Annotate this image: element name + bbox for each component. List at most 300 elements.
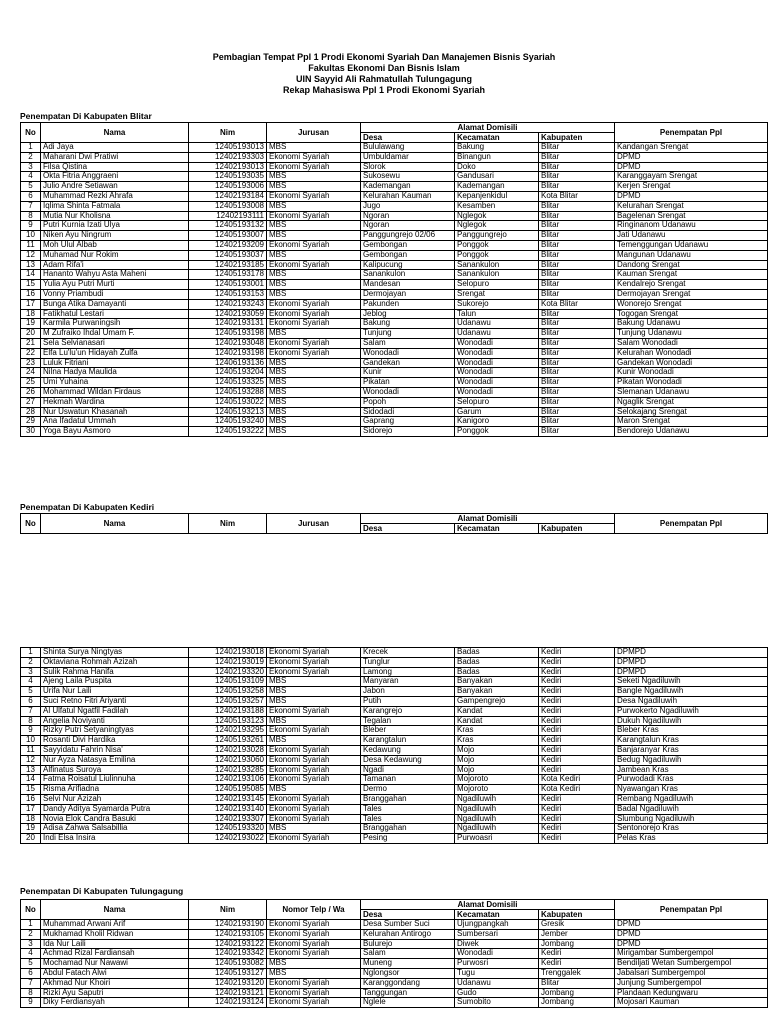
cell-no: 2	[21, 929, 41, 939]
cell-no: 22	[21, 348, 41, 358]
col-header-jurusan: Jurusan	[267, 123, 361, 143]
cell-penempatan: DPMD	[615, 162, 768, 172]
table-row	[21, 804, 768, 814]
cell-desa: Gaprang	[361, 417, 455, 427]
cell-no: 1	[21, 143, 41, 153]
cell-jurusan: Ekonomi Syariah	[267, 240, 361, 250]
cell-penempatan: Dandong Srengat	[615, 260, 768, 270]
cell-nim: 12402193140	[189, 804, 267, 814]
cell-no: 19	[21, 824, 41, 834]
cell-penempatan: DPMD	[615, 152, 768, 162]
cell-nama: Putri Kurnia Izati Ulya	[41, 221, 189, 231]
cell-kabupaten: Kediri	[539, 959, 615, 969]
cell-jurusan: Ekonomi Syariah	[267, 657, 361, 667]
table-row	[21, 794, 768, 804]
cell-kabupaten: Jombang	[539, 939, 615, 949]
cell-nim: 12405193258	[189, 687, 267, 697]
cell-kecamatan: Badas	[455, 667, 539, 677]
cell-no: 3	[21, 939, 41, 949]
cell-nama: Sulik Rahma Hanifa	[41, 667, 189, 677]
cell-kecamatan: Ngadiluwih	[455, 824, 539, 834]
cell-nama: Mukhamad Kholil Ridwan	[41, 929, 189, 939]
cell-jurusan: MBS	[267, 270, 361, 280]
table-row	[21, 397, 768, 407]
cell-penempatan: Slumbung Ngadiluwih	[615, 814, 768, 824]
table-row	[21, 162, 768, 172]
cell-penempatan: Slemanan Udanawu	[615, 387, 768, 397]
table-kediri-body	[20, 647, 768, 844]
cell-jurusan: MBS	[267, 397, 361, 407]
cell-penempatan: Kelurahan Wonodadi	[615, 348, 768, 358]
cell-kecamatan: Ngadiluwih	[455, 804, 539, 814]
cell-penempatan: Pelas Kras	[615, 834, 768, 844]
cell-no: 2	[21, 657, 41, 667]
cell-nama: Mohammad Wildan Firdaus	[41, 387, 189, 397]
cell-nama: Vonny Priambudi	[41, 289, 189, 299]
cell-desa: Bleber	[361, 726, 455, 736]
cell-no: 3	[21, 162, 41, 172]
cell-kabupaten: Blitar	[539, 201, 615, 211]
cell-nim: 12402193320	[189, 667, 267, 677]
cell-no: 4	[21, 172, 41, 182]
cell-no: 6	[21, 968, 41, 978]
cell-desa: Bulurejo	[361, 939, 455, 949]
table-row	[21, 427, 768, 437]
cell-nama: Muhamad Nur Rokim	[41, 250, 189, 260]
col-header-no: No	[21, 123, 41, 143]
cell-penempatan: Selokajang Srengat	[615, 407, 768, 417]
cell-nim: 12405193007	[189, 231, 267, 241]
doc-faculty: Fakultas Ekonomi Dan Bisnis Islam	[308, 63, 460, 73]
cell-kabupaten: Blitar	[539, 378, 615, 388]
col-header-ppl: Penempatan Ppl	[615, 900, 768, 920]
cell-penempatan: Bangle Ngadiluwih	[615, 687, 768, 697]
cell-kecamatan: Sukorejo	[455, 299, 539, 309]
cell-kecamatan: Kandat	[455, 706, 539, 716]
table-row	[21, 240, 768, 250]
cell-no: 7	[21, 706, 41, 716]
cell-nim: 12402193106	[189, 775, 267, 785]
cell-no: 5	[21, 959, 41, 969]
cell-kabupaten: Blitar	[539, 211, 615, 221]
cell-penempatan: Jabalsari Sumbergempol	[615, 968, 768, 978]
cell-jurusan: Ekonomi Syariah	[267, 667, 361, 677]
cell-nim: 12405193288	[189, 387, 267, 397]
cell-no: 19	[21, 319, 41, 329]
cell-jurusan: Ekonomi Syariah	[267, 834, 361, 844]
cell-jurusan: Ekonomi Syariah	[267, 745, 361, 755]
cell-desa: Manyaran	[361, 677, 455, 687]
cell-kecamatan: Panggungrejo	[455, 231, 539, 241]
cell-nama: Yulia Ayu Putri Murti	[41, 280, 189, 290]
cell-nim: 12402193028	[189, 745, 267, 755]
cell-desa: Dermojayan	[361, 289, 455, 299]
cell-kecamatan: Selopuro	[455, 280, 539, 290]
cell-nama: Dandy Aditya Syamarda Putra	[41, 804, 189, 814]
cell-penempatan: Kauman Srengat	[615, 270, 768, 280]
cell-desa: Jabon	[361, 687, 455, 697]
cell-no: 4	[21, 677, 41, 687]
cell-desa: Kademangan	[361, 182, 455, 192]
cell-penempatan: Mirigambar Sumbergempol	[615, 949, 768, 959]
cell-kabupaten: Kediri	[539, 949, 615, 959]
cell-kabupaten: Blitar	[539, 407, 615, 417]
cell-jurusan: MBS	[267, 358, 361, 368]
cell-desa: Kunir	[361, 368, 455, 378]
table-row	[21, 338, 768, 348]
cell-penempatan: Mangunan Udanawu	[615, 250, 768, 260]
cell-kecamatan: Nglegok	[455, 221, 539, 231]
cell-kecamatan: Ujungpangkah	[455, 920, 539, 930]
cell-penempatan: Karanggayam Srengat	[615, 172, 768, 182]
cell-jurusan: Ekonomi Syariah	[267, 319, 361, 329]
table-row	[21, 765, 768, 775]
cell-penempatan: Kerjen Srengat	[615, 182, 768, 192]
cell-penempatan: Bendiljati Wetan Sumbergempol	[615, 959, 768, 969]
cell-no: 1	[21, 920, 41, 930]
table-row	[21, 231, 768, 241]
cell-desa: Umbuldamar	[361, 152, 455, 162]
cell-penempatan: Purwodadi Kras	[615, 775, 768, 785]
cell-no: 11	[21, 240, 41, 250]
cell-nim: 12405193261	[189, 736, 267, 746]
cell-nama: Bunga Atika Damayanti	[41, 299, 189, 309]
cell-kecamatan: Wonodadi	[455, 378, 539, 388]
table-row	[21, 378, 768, 388]
cell-no: 20	[21, 329, 41, 339]
cell-kecamatan: Sanankulon	[455, 270, 539, 280]
cell-penempatan: DPMD	[615, 929, 768, 939]
section-title-kediri: Penempatan Di Kabupaten Kediri	[20, 502, 155, 512]
table-row	[21, 736, 768, 746]
cell-jurusan: Ekonomi Syariah	[267, 814, 361, 824]
cell-jurusan: Ekonomi Syariah	[267, 260, 361, 270]
table-row	[21, 834, 768, 844]
cell-jurusan: MBS	[267, 785, 361, 795]
cell-kabupaten: Kediri	[539, 667, 615, 677]
cell-jurusan: Ekonomi Syariah	[267, 338, 361, 348]
cell-kecamatan: Udanawu	[455, 319, 539, 329]
col-header-ppl: Penempatan Ppl	[615, 123, 768, 143]
cell-kecamatan: Banyakan	[455, 677, 539, 687]
cell-desa: Tunglur	[361, 657, 455, 667]
cell-jurusan: Ekonomi Syariah	[267, 648, 361, 658]
cell-nama: Sela Selvianasari	[41, 338, 189, 348]
cell-jurusan: MBS	[267, 968, 361, 978]
cell-no: 16	[21, 794, 41, 804]
cell-no: 18	[21, 814, 41, 824]
cell-kabupaten: Kediri	[539, 755, 615, 765]
cell-nama: Ajeng Laila Puspita	[41, 677, 189, 687]
cell-nama: Muhammad Rezki Ahrafa	[41, 191, 189, 201]
cell-jurusan: MBS	[267, 687, 361, 697]
cell-no: 29	[21, 417, 41, 427]
cell-jurusan: MBS	[267, 280, 361, 290]
cell-jurusan: MBS	[267, 231, 361, 241]
cell-penempatan: Dukuh Ngadiluwih	[615, 716, 768, 726]
cell-kabupaten: Kediri	[539, 814, 615, 824]
cell-nim: 12405193109	[189, 677, 267, 687]
cell-penempatan: Mojosari Kauman	[615, 998, 768, 1008]
cell-nama: Okta Fitria Anggraeni	[41, 172, 189, 182]
col-header-desa: Desa	[361, 133, 455, 143]
cell-desa: Karanggondang	[361, 978, 455, 988]
col-header-nama: Nama	[41, 514, 189, 534]
cell-nim: 12402193198	[189, 348, 267, 358]
table-row	[21, 358, 768, 368]
cell-penempatan: Wonorejo Srengat	[615, 299, 768, 309]
cell-kabupaten: Kota Blitar	[539, 191, 615, 201]
col-header-nim: Nim	[189, 900, 267, 920]
table-row	[21, 182, 768, 192]
cell-kabupaten: Kediri	[539, 745, 615, 755]
cell-nim: 12402193190	[189, 920, 267, 930]
cell-kecamatan: Badas	[455, 657, 539, 667]
cell-jurusan: Ekonomi Syariah	[267, 726, 361, 736]
cell-desa: Gembongan	[361, 250, 455, 260]
cell-penempatan: Ringinanom Udanawu	[615, 221, 768, 231]
col-header-kabupaten: Kabupaten	[539, 133, 615, 143]
cell-no: 10	[21, 231, 41, 241]
cell-jurusan: MBS	[267, 387, 361, 397]
cell-nim: 12402193342	[189, 949, 267, 959]
cell-nim: 12405193082	[189, 959, 267, 969]
cell-kecamatan: Tugu	[455, 968, 539, 978]
cell-nama: Karmila Purwaningsih	[41, 319, 189, 329]
cell-desa: Pesing	[361, 834, 455, 844]
table-row	[21, 920, 768, 930]
cell-penempatan: DPMD	[615, 191, 768, 201]
cell-penempatan: Sentonorejo Kras	[615, 824, 768, 834]
cell-desa: Tunjung	[361, 329, 455, 339]
cell-desa: Desa Kedawung	[361, 755, 455, 765]
cell-kecamatan: Garum	[455, 407, 539, 417]
cell-desa: Pikatan	[361, 378, 455, 388]
cell-no: 8	[21, 716, 41, 726]
cell-jurusan: MBS	[267, 172, 361, 182]
table-blitar	[20, 122, 768, 437]
table-row	[21, 814, 768, 824]
cell-jurusan: Ekonomi Syariah	[267, 978, 361, 988]
cell-jurusan: Ekonomi Syariah	[267, 309, 361, 319]
cell-nama: Adisa Zahwa Salsabillia	[41, 824, 189, 834]
cell-kabupaten: Trenggalek	[539, 968, 615, 978]
cell-penempatan: Ngaglik Srengat	[615, 397, 768, 407]
cell-no: 24	[21, 368, 41, 378]
cell-nim: 12402193131	[189, 319, 267, 329]
cell-kabupaten: Blitar	[539, 260, 615, 270]
table-row	[21, 978, 768, 988]
col-header-no: No	[21, 900, 41, 920]
col-header-jurusan: Jurusan	[267, 514, 361, 534]
cell-nim: 12405193222	[189, 427, 267, 437]
cell-kabupaten: Kota Blitar	[539, 299, 615, 309]
cell-penempatan: Plandaan Kedungwaru	[615, 988, 768, 998]
cell-nama: Umi Yuhaina	[41, 378, 189, 388]
cell-nama: Rizki Ayu Saputri	[41, 988, 189, 998]
cell-penempatan: Nyawangan Kras	[615, 785, 768, 795]
doc-title: Pembagian Tempat Ppl 1 Prodi Ekonomi Syariah Dan Manajemen Bisnis Syariah	[212, 52, 556, 62]
cell-penempatan: Rembang Ngadiluwih	[615, 794, 768, 804]
cell-nama: Hekmah Wardina	[41, 397, 189, 407]
cell-kabupaten: Blitar	[539, 270, 615, 280]
cell-desa: Jugo	[361, 201, 455, 211]
cell-desa: Sidorejo	[361, 427, 455, 437]
cell-nim: 12405193153	[189, 289, 267, 299]
cell-no: 12	[21, 250, 41, 260]
cell-no: 6	[21, 191, 41, 201]
cell-kabupaten: Kediri	[539, 657, 615, 667]
cell-penempatan: Salam Wonodadi	[615, 338, 768, 348]
cell-nim: 12402193019	[189, 657, 267, 667]
cell-penempatan: Bedug Ngadiluwih	[615, 755, 768, 765]
cell-nama: Luluk Fitriani	[41, 358, 189, 368]
table-row	[21, 968, 768, 978]
cell-desa: Tales	[361, 804, 455, 814]
cell-nama: Al Ulfatul Ngatfil Fadilah	[41, 706, 189, 716]
cell-penempatan: Pikatan Wonodadi	[615, 378, 768, 388]
cell-kecamatan: Gudo	[455, 988, 539, 998]
cell-no: 8	[21, 988, 41, 998]
cell-desa: Kalipucung	[361, 260, 455, 270]
cell-nama: Mutia Nur Kholisna	[41, 211, 189, 221]
cell-jurusan: MBS	[267, 716, 361, 726]
table-row	[21, 368, 768, 378]
cell-kabupaten: Kediri	[539, 794, 615, 804]
cell-desa: Nglele	[361, 998, 455, 1008]
cell-kabupaten: Blitar	[539, 358, 615, 368]
cell-kecamatan: Sumobito	[455, 998, 539, 1008]
cell-nim: 12402193188	[189, 706, 267, 716]
cell-jurusan: Ekonomi Syariah	[267, 998, 361, 1008]
cell-nama: Sayyidatu Fahrin Nisa'	[41, 745, 189, 755]
cell-nama: Selvi Nur Azizah	[41, 794, 189, 804]
cell-no: 26	[21, 387, 41, 397]
cell-kecamatan: Kademangan	[455, 182, 539, 192]
table-row	[21, 329, 768, 339]
cell-kecamatan: Wonodadi	[455, 368, 539, 378]
cell-jurusan: MBS	[267, 959, 361, 969]
cell-kecamatan: Ponggok	[455, 427, 539, 437]
cell-nama: Mochamad Nur Nawawi	[41, 959, 189, 969]
col-header-ppl: Penempatan Ppl	[615, 514, 768, 534]
table-row	[21, 755, 768, 765]
col-header-nim: Nim	[189, 123, 267, 143]
cell-no: 13	[21, 765, 41, 775]
table-row	[21, 716, 768, 726]
cell-nama: Angelia Noviyanti	[41, 716, 189, 726]
cell-nama: Julio Andre Setiawan	[41, 182, 189, 192]
cell-penempatan: Bagelenan Srengat	[615, 211, 768, 221]
cell-penempatan: DPMD	[615, 939, 768, 949]
cell-kabupaten: Blitar	[539, 397, 615, 407]
cell-kabupaten: Blitar	[539, 172, 615, 182]
cell-kecamatan: Kesamben	[455, 201, 539, 211]
cell-jurusan: MBS	[267, 289, 361, 299]
cell-kabupaten: Blitar	[539, 348, 615, 358]
cell-jurusan: MBS	[267, 417, 361, 427]
cell-nim: 12405193006	[189, 182, 267, 192]
cell-jurusan: Ekonomi Syariah	[267, 211, 361, 221]
cell-jurusan: Ekonomi Syariah	[267, 299, 361, 309]
cell-nim: 12402193013	[189, 162, 267, 172]
doc-university: UIN Sayyid Ali Rahmatullah Tulungagung	[295, 74, 472, 84]
cell-nama: Elfa Lu'lu'un Hidayah Zulfa	[41, 348, 189, 358]
cell-kabupaten: Kediri	[539, 648, 615, 658]
cell-desa: Popoh	[361, 397, 455, 407]
cell-nim: 12402193018	[189, 648, 267, 658]
cell-no: 20	[21, 834, 41, 844]
cell-no: 10	[21, 736, 41, 746]
cell-desa: Ngadi	[361, 765, 455, 775]
cell-no: 21	[21, 338, 41, 348]
cell-nim: 12405193022	[189, 397, 267, 407]
cell-jurusan: Ekonomi Syariah	[267, 804, 361, 814]
cell-nama: Akhmad Nur Khoiri	[41, 978, 189, 988]
cell-kabupaten: Kediri	[539, 834, 615, 844]
cell-desa: Tanggungan	[361, 988, 455, 998]
cell-nama: Nur Uswatun Khasanah	[41, 407, 189, 417]
cell-kabupaten: Kediri	[539, 726, 615, 736]
cell-penempatan: Togogan Srengat	[615, 309, 768, 319]
cell-jurusan: Ekonomi Syariah	[267, 191, 361, 201]
cell-nama: Adi Jaya	[41, 143, 189, 153]
cell-penempatan: DPMPD	[615, 648, 768, 658]
cell-nama: Ida Nur Laili	[41, 939, 189, 949]
cell-desa: Mandesan	[361, 280, 455, 290]
table-tulungagung	[20, 899, 768, 1008]
table-row	[21, 260, 768, 270]
cell-penempatan: Purwokerto Ngadiluwih	[615, 706, 768, 716]
cell-desa: Kelurahan Kauman	[361, 191, 455, 201]
cell-jurusan: MBS	[267, 143, 361, 153]
cell-desa: Muneng	[361, 959, 455, 969]
cell-penempatan: Badal Ngadiluwih	[615, 804, 768, 814]
cell-no: 9	[21, 221, 41, 231]
table-row	[21, 387, 768, 397]
table-row	[21, 988, 768, 998]
cell-penempatan: Kelurahan Srengat	[615, 201, 768, 211]
cell-no: 27	[21, 397, 41, 407]
cell-penempatan: Dermojayan Srengat	[615, 289, 768, 299]
cell-no: 3	[21, 667, 41, 677]
cell-no: 30	[21, 427, 41, 437]
col-header-kabupaten: Kabupaten	[539, 524, 615, 534]
cell-kabupaten: Blitar	[539, 978, 615, 988]
cell-kabupaten: Kediri	[539, 706, 615, 716]
cell-penempatan: Kendalrejo Srengat	[615, 280, 768, 290]
cell-jurusan: MBS	[267, 736, 361, 746]
cell-nim: 12405193035	[189, 172, 267, 182]
cell-penempatan: Junjung Sumbergempol	[615, 978, 768, 988]
cell-kabupaten: Blitar	[539, 280, 615, 290]
cell-no: 5	[21, 687, 41, 697]
cell-nama: Indi Elsa Insira	[41, 834, 189, 844]
cell-nim: 12402193022	[189, 834, 267, 844]
cell-kecamatan: Wonodadi	[455, 949, 539, 959]
table-row	[21, 299, 768, 309]
cell-nim: 12402193060	[189, 755, 267, 765]
cell-kecamatan: Kras	[455, 736, 539, 746]
cell-kecamatan: Ponggok	[455, 240, 539, 250]
cell-desa: Pakunden	[361, 299, 455, 309]
table-row	[21, 775, 768, 785]
cell-kabupaten: Blitar	[539, 329, 615, 339]
cell-kabupaten: Blitar	[539, 387, 615, 397]
cell-nim: 12402193059	[189, 309, 267, 319]
cell-kecamatan: Nglegok	[455, 211, 539, 221]
cell-no: 8	[21, 211, 41, 221]
